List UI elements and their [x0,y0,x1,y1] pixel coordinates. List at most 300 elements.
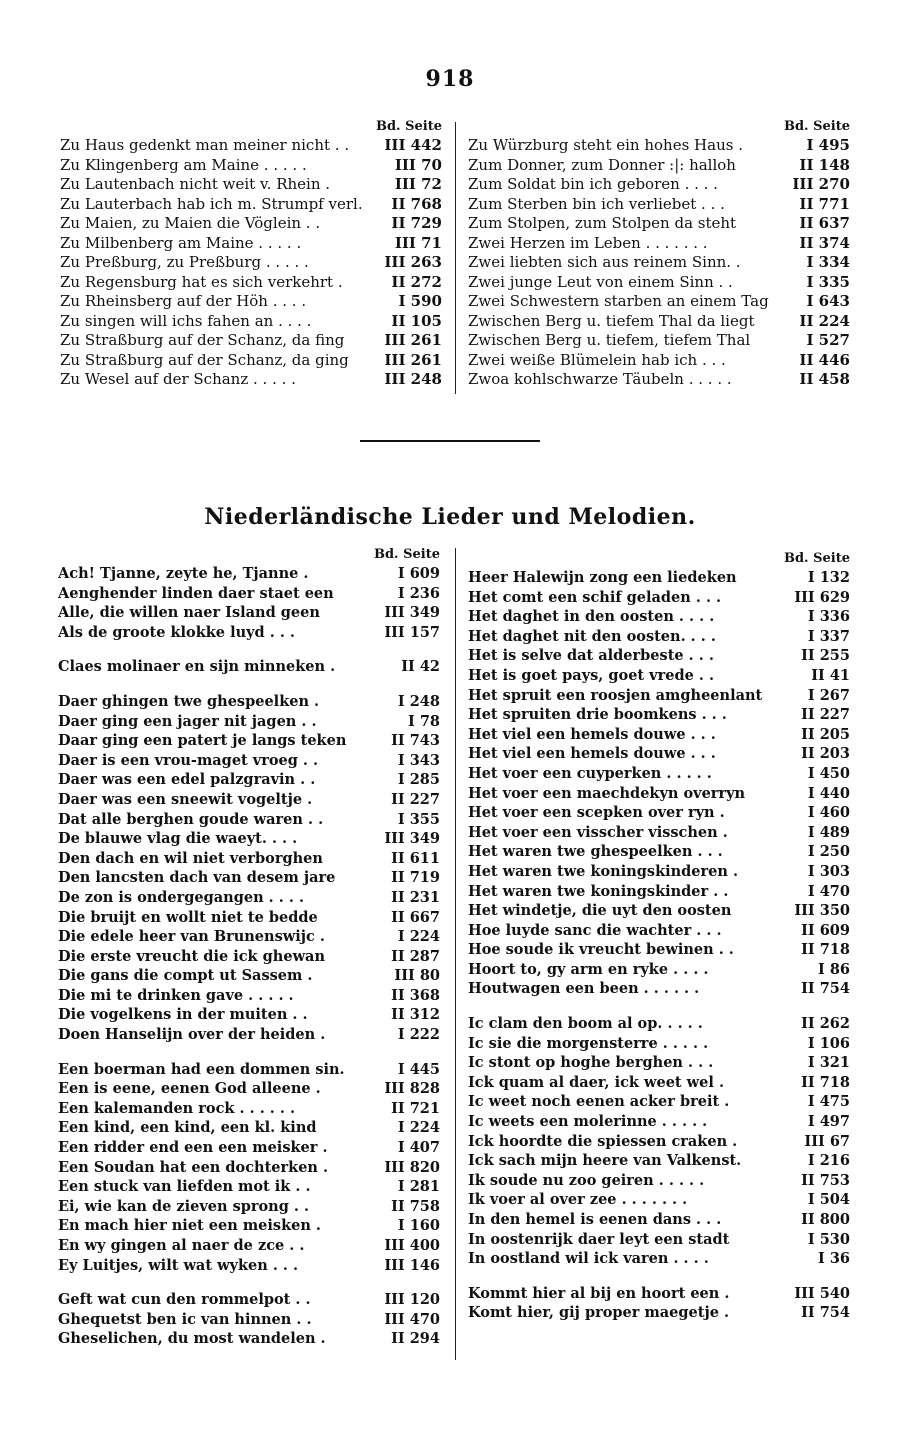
entry-reference: III 263 [384,253,442,271]
entry-reference: III 349 [384,830,440,848]
index-entry [468,1073,850,1093]
bottom-right-column [468,550,850,1323]
entry-title: Als de groote klokke luyd . . . [58,623,295,641]
index-entry [468,273,850,293]
entry-title: Het is goet pays, goet vrede . . [468,666,715,684]
entry-title: Ick sach mijn heere van Valkenst. [468,1152,742,1170]
index-entry [60,214,442,234]
index-entry [58,829,440,849]
entry-title: Zu Rheinsberg auf der Höh . . . . [60,292,307,310]
index-entry [468,1034,850,1054]
entry-title: Alle, die willen naer Island geen [58,604,320,622]
column-divider [455,122,456,394]
index-entry [58,1079,440,1099]
index-list [60,136,442,390]
entry-title: Ic weet noch eenen acker breit . [468,1093,730,1111]
entry-title: Zu Preßburg, zu Preßburg . . . . . [60,253,309,271]
index-entry [468,1249,850,1269]
index-list [468,136,850,390]
entry-reference: II 255 [801,647,850,665]
index-entry [60,292,442,312]
index-entry [58,986,440,1006]
entry-title: Zu Straßburg auf der Schanz, da fing [60,331,345,349]
index-entry [60,156,442,176]
index-entry [58,790,440,810]
entry-reference: III 146 [384,1256,440,1274]
entry-title: Daer was een sneewit vogeltje . [58,790,313,808]
entry-reference: I 222 [397,1026,440,1044]
entry-title: Ghequetst ben ic van hinnen . . [58,1310,312,1328]
entry-reference: III 349 [384,604,440,622]
entry-reference: II 262 [801,1015,850,1033]
entry-reference: III 248 [384,370,442,388]
index-entry [468,370,850,390]
index-entry [468,901,850,921]
group-spacer [58,642,440,657]
entry-title: Doen Hanselijn over der heiden . [58,1026,326,1044]
entry-reference: II 224 [799,311,850,330]
index-entry [468,882,850,902]
entry-title: De blauwe vlag die waeyt. . . . [58,830,298,848]
entry-title: Ik soude nu zoo geiren . . . . . [468,1171,705,1189]
entry-reference: I 250 [807,843,850,861]
entry-reference: II 203 [801,745,850,763]
entry-title: Zwei junge Leut von einem Sinn . . [468,272,733,291]
entry-reference: II 611 [391,849,440,867]
index-entry [58,623,440,643]
entry-reference: I 267 [807,686,850,704]
entry-title: Zu Straßburg auf der Schanz, da ging [60,350,349,369]
entry-reference: II 743 [391,732,440,750]
entry-title: Het waren twe koningskinder . . [468,882,729,900]
index-entry [468,725,850,745]
entry-reference: I 216 [807,1152,850,1170]
entry-title: Ic weets een molerinne . . . . . [468,1113,708,1131]
entry-title: Een ridder end een een meisker . [58,1139,328,1157]
index-entry [58,1216,440,1236]
entry-title: Kommt hier al bij en hoort een . [468,1284,730,1302]
entry-reference: I 236 [397,584,440,602]
entry-reference: III 120 [384,1291,440,1309]
column-header: Bd. Seite [783,119,850,134]
entry-reference: I 321 [807,1054,850,1072]
group-spacer [58,1275,440,1290]
entry-reference: II 719 [391,869,440,887]
index-entry [60,136,442,156]
index-entry [468,646,850,666]
entry-reference: I 609 [397,565,440,582]
index-entry [60,351,442,371]
entry-reference: II 721 [391,1099,440,1117]
group-spacer [468,1269,850,1284]
index-entry [468,784,850,804]
index-entry [468,921,850,941]
index-list [58,564,440,1349]
entry-reference: II 148 [799,155,850,174]
entry-title: Zu Wesel auf der Schanz . . . . . [60,370,296,388]
entry-title: Komt hier, gij proper maegetje . [468,1304,730,1322]
entry-reference: III 828 [384,1080,440,1098]
entry-reference: II 294 [391,1330,440,1348]
entry-title: Ick hoordte die spiessen craken . [468,1132,738,1150]
entry-reference: II 753 [801,1171,850,1189]
entry-reference: II 771 [799,194,850,213]
entry-title: Een stuck van liefden mot ik . . [58,1178,311,1196]
entry-reference: III 261 [384,331,442,349]
index-entry [468,234,850,254]
index-entry [58,564,440,584]
entry-reference: I 495 [806,136,850,154]
index-entry [60,331,442,351]
entry-reference: II 287 [391,947,440,965]
index-entry [468,1171,850,1191]
entry-reference: II 446 [799,350,850,369]
entry-title: Ic stont op hoghe berghen . . . [468,1054,714,1072]
index-entry [468,292,850,312]
index-entry [468,156,850,176]
entry-title: Het viel een hemels douwe . . . [468,745,716,763]
group-spacer [468,999,850,1014]
entry-reference: II 231 [391,888,440,906]
entry-reference: I 248 [397,692,440,710]
entry-reference: I 470 [807,882,850,900]
entry-title: Het comt een schif geladen . . . [468,588,722,606]
entry-reference: II 227 [391,790,440,808]
entry-title: Ach! Tjanne, zeyte he, Tjanne . [58,565,309,582]
entry-title: Zu Haus gedenkt man meiner nicht . . [60,136,350,154]
entry-reference: I 334 [806,253,850,271]
index-entry [468,940,850,960]
index-entry [60,273,442,293]
entry-title: Die gans die compt ut Sassem . [58,967,313,985]
entry-title: Die edele heer van Brunenswijc . [58,928,325,946]
entry-reference: II 800 [801,1211,850,1228]
group-spacer [58,677,440,692]
entry-reference: I 160 [397,1217,440,1235]
index-entry [468,351,850,371]
entry-reference: II 272 [391,272,442,291]
entry-reference: I 78 [407,712,440,730]
entry-title: Den dach en wil niet verborghen [58,849,323,867]
entry-title: Daer ging een jager nit jagen . . [58,712,317,730]
top-left-column [60,118,442,390]
entry-title: Zu Lauterbach hab ich m. Strumpf verl. [60,194,363,213]
index-entry [58,927,440,947]
entry-title: Zum Stolpen, zum Stolpen da steht [468,214,737,232]
entry-title: Zu Lautenbach nicht weit v. Rhein . [60,175,331,193]
entry-reference: II 374 [799,233,850,252]
entry-reference: I 355 [397,810,440,828]
entry-title: Het spruiten drie boomkens . . . [468,706,727,724]
entry-title: Ei, wie kan de zieven sprong . . [58,1197,310,1215]
entry-reference: I 224 [397,1119,440,1137]
entry-title: Daar ging een patert je langs teken [58,732,347,750]
index-entry [58,712,440,732]
index-entry [58,770,440,790]
section-divider [360,440,540,442]
entry-title: En mach hier niet een meisken . [58,1217,321,1235]
entry-title: Het daghet nit den oosten. . . . [468,627,716,645]
entry-reference: III 540 [794,1284,850,1302]
entry-reference: II 458 [799,370,850,388]
index-entry [58,584,440,604]
index-entry [468,705,850,725]
entry-reference: I 440 [807,784,850,802]
entry-reference: I 460 [807,804,850,822]
entry-title: In den hemel is eenen dans . . . [468,1211,722,1228]
index-entry [58,1138,440,1158]
index-entry [468,803,850,823]
entry-title: Gheselichen, du most wandelen . [58,1330,326,1348]
index-entry [468,1210,850,1230]
entry-reference: I 504 [807,1191,850,1209]
entry-title: Het voer een visscher visschen . [468,823,728,841]
entry-title: Zum Soldat bin ich geboren . . . . [468,175,718,193]
index-entry [60,234,442,254]
entry-reference: II 637 [799,214,850,232]
index-entry [468,686,850,706]
index-entry [468,1112,850,1132]
index-entry [468,842,850,862]
entry-title: Zu Milbenberg am Maine . . . . . [60,233,302,252]
index-entry [468,1190,850,1210]
index-entry [58,868,440,888]
entry-title: Het spruit een roosjen amgheenlant [468,686,763,704]
entry-title: Zwei Herzen im Leben . . . . . . . [468,233,708,252]
entry-reference: I 285 [397,771,440,789]
entry-title: Zwischen Berg u. tiefem Thal da liegt [468,311,755,330]
entry-reference: I 335 [806,272,850,291]
entry-title: Houtwagen een been . . . . . . [468,980,700,998]
entry-title: Aenghender linden daer staet een [58,584,334,602]
index-entry [468,1151,850,1171]
entry-title: Het waren twe koningskinderen . [468,862,739,880]
entry-reference: I 450 [807,764,850,782]
index-entry [468,253,850,273]
index-entry [58,657,440,677]
entry-title: Zwoa kohlschwarze Täubeln . . . . . [468,370,732,388]
index-entry [468,588,850,608]
entry-title: Zu Klingenberg am Maine . . . . . [60,155,307,174]
entry-reference: I 337 [807,627,850,645]
column-header: Bd. Seite [373,547,440,562]
entry-reference: I 132 [807,569,850,586]
index-entry [58,908,440,928]
index-entry [468,1230,850,1250]
entry-title: Een kalemanden rock . . . . . . [58,1099,296,1117]
index-entry [58,1177,440,1197]
index-entry [468,627,850,647]
index-entry [58,1060,440,1080]
entry-reference: II 41 [811,666,850,684]
index-entry [468,1014,850,1034]
entry-reference: II 729 [391,214,442,232]
entry-title: En wy gingen al naer de zce . . [58,1237,305,1254]
entry-reference: II 754 [801,980,850,998]
index-entry [468,764,850,784]
entry-title: Heer Halewijn zong een liedeken [468,569,737,586]
entry-title: Die mi te drinken gave . . . . . [58,986,294,1004]
entry-reference: I 497 [807,1113,850,1131]
entry-reference: III 820 [384,1158,440,1176]
entry-title: Geft wat cun den rommelpot . . [58,1291,311,1309]
entry-title: Zu Maien, zu Maien die Vöglein . . [60,214,321,232]
entry-title: Die vogelkens in der muiten . . [58,1006,308,1024]
index-entry [60,175,442,195]
entry-reference: III 470 [384,1310,440,1328]
entry-title: Een Soudan hat een dochterken . [58,1158,329,1176]
entry-title: Het windetje, die uyt den oosten [468,902,732,920]
entry-title: Het voer een scepken over ryn . [468,804,725,822]
entry-title: Zwischen Berg u. tiefem, tiefem Thal [468,331,751,349]
entry-reference: II 312 [391,1006,440,1024]
index-entry [58,751,440,771]
entry-reference: I 407 [397,1139,440,1157]
index-entry [468,666,850,686]
entry-title: Een boerman had een dommen sin. [58,1060,345,1078]
entry-title: Den lancsten dach van desem jare [58,869,336,887]
entry-reference: I 527 [806,331,850,349]
top-right-column [468,118,850,390]
entry-title: Het daghet in den oosten . . . . [468,608,715,626]
index-entry [58,1236,440,1256]
entry-title: Een is eene, eenen God alleene . [58,1080,321,1098]
entry-reference: I 36 [817,1250,850,1268]
entry-reference: I 489 [807,823,850,841]
index-entry [58,1197,440,1217]
entry-reference: II 227 [801,706,850,724]
index-entry [58,810,440,830]
entry-title: Ic clam den boom al op. . . . . [468,1015,703,1033]
entry-reference: III 261 [384,350,442,369]
bottom-left-column [58,546,440,1349]
index-entry [58,947,440,967]
index-entry [468,744,850,764]
entry-title: Hoe soude ik vreucht bewinen . . [468,941,734,959]
entry-title: Zu Regensburg hat es sich verkehrt . [60,272,343,291]
index-entry [60,312,442,332]
index-entry [58,731,440,751]
index-entry [468,1132,850,1152]
index-entry [60,253,442,273]
entry-title: Zu singen will ichs fahen an . . . . [60,311,312,330]
entry-reference: I 445 [397,1060,440,1078]
entry-reference: III 350 [794,902,850,920]
index-entry [58,603,440,623]
entry-reference: III 80 [394,967,440,985]
index-entry [58,966,440,986]
index-entry [468,136,850,156]
entry-title: Zum Donner, zum Donner :|: halloh [468,155,736,174]
index-entry [468,607,850,627]
entry-reference: II 718 [801,1073,850,1091]
entry-reference: I 106 [807,1034,850,1052]
entry-title: In oostland wil ick varen . . . . [468,1250,709,1268]
entry-reference: II 42 [401,658,440,676]
entry-reference: III 270 [792,175,850,193]
index-list [468,568,850,1323]
index-entry [58,1290,440,1310]
index-entry [58,888,440,908]
entry-title: Dat alle berghen goude waren . . [58,810,324,828]
index-entry [468,960,850,980]
index-entry [468,312,850,332]
entry-reference: I 336 [807,608,850,626]
entry-title: Ick quam al daer, ick weet wel . [468,1073,724,1091]
index-entry [468,979,850,999]
entry-title: Zwei Schwestern starben an einem Tag [468,292,769,310]
entry-title: Ey Luitjes, wilt wat wyken . . . [58,1256,299,1274]
entry-title: Ik voer al over zee . . . . . . . [468,1191,688,1209]
index-entry [58,1025,440,1045]
entry-title: Daer was een edel palzgravin . . [58,771,316,789]
entry-reference: II 667 [391,908,440,926]
index-entry [58,1005,440,1025]
entry-reference: I 224 [397,928,440,946]
column-header: Bd. Seite [783,551,850,566]
entry-title: Daer is een vrou-maget vroeg . . [58,751,319,769]
entry-reference: II 609 [801,921,850,939]
entry-title: Zum Sterben bin ich verliebet . . . [468,194,725,213]
entry-reference: II 754 [801,1304,850,1322]
entry-title: Hoe luyde sanc die wachter . . . [468,921,722,939]
entry-reference: III 400 [384,1237,440,1254]
entry-reference: III 70 [394,155,442,174]
index-entry [58,1329,440,1349]
index-entry [468,195,850,215]
entry-reference: III 629 [794,588,850,606]
entry-reference: I 303 [807,862,850,880]
index-entry [468,175,850,195]
entry-reference: II 768 [391,194,442,213]
index-entry [58,849,440,869]
index-entry [58,1256,440,1276]
index-entry [58,1118,440,1138]
entry-title: In oostenrijk daer leyt een stadt [468,1230,730,1248]
entry-reference: III 72 [394,175,442,193]
entry-reference: II 758 [391,1197,440,1215]
entry-title: Een kind, een kind, een kl. kind [58,1119,317,1137]
entry-reference: I 86 [817,960,850,978]
entry-title: Ic sie die morgensterre . . . . . [468,1034,709,1052]
entry-title: Die bruijt en wollt niet te bedde [58,908,318,926]
index-entry [58,1099,440,1119]
index-entry [468,1284,850,1304]
index-entry [468,1303,850,1323]
entry-title: Zwei liebten sich aus reinem Sinn. . [468,253,741,271]
entry-title: Hoort to, gy arm en ryke . . . . [468,960,709,978]
entry-reference: III 442 [384,136,442,154]
entry-title: Daer ghingen twe ghespeelken . [58,692,320,710]
column-divider [455,548,456,1360]
index-entry [468,568,850,588]
entry-reference: III 157 [384,623,440,641]
entry-reference: I 343 [397,751,440,769]
index-entry [58,1310,440,1330]
entry-reference: I 590 [398,292,442,310]
entry-title: Het waren twe ghespeelken . . . [468,843,723,861]
entry-reference: III 67 [804,1132,850,1150]
entry-reference: II 105 [391,311,442,330]
page-number: 918 [425,66,475,92]
entry-reference: I 643 [806,292,850,310]
entry-title: De zon is ondergegangen . . . . [58,888,305,906]
entry-title: Claes molinaer en sijn minneken . [58,658,336,676]
index-entry [58,692,440,712]
entry-title: Die erste vreucht die ick ghewan [58,947,325,965]
entry-reference: III 71 [394,233,442,252]
entry-title: Het is selve dat alderbeste . . . [468,647,714,665]
